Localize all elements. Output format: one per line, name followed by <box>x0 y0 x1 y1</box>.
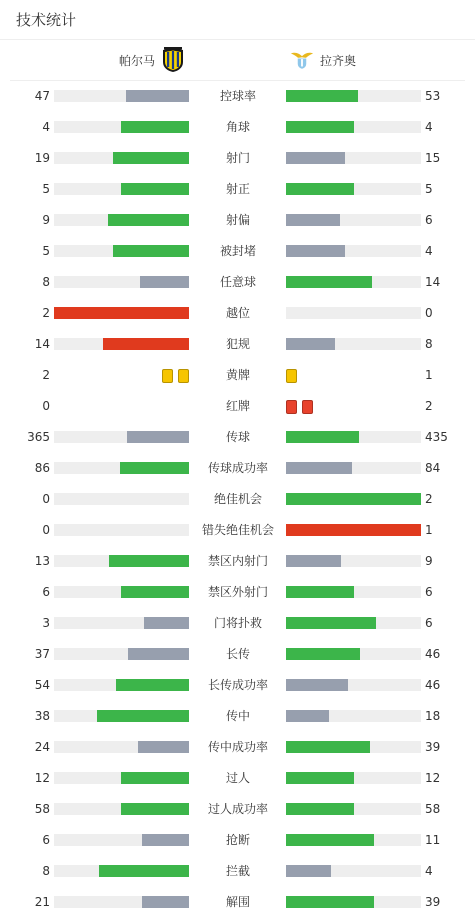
away-bar-track <box>286 710 421 722</box>
red-card-icon <box>286 400 297 414</box>
away-bar-track <box>286 121 421 133</box>
home-bar-track <box>54 772 189 784</box>
away-bar-track <box>286 772 421 784</box>
away-bar-fill <box>286 741 370 753</box>
home-bar-fill <box>138 741 189 753</box>
away-value: 39 <box>425 740 441 754</box>
away-bar-fill <box>286 555 341 567</box>
stat-label: 抢断 <box>225 833 250 847</box>
home-team[interactable] <box>119 47 185 73</box>
away-bar-track <box>286 276 421 288</box>
stat-label: 门将扑救 <box>213 616 262 630</box>
home-bar-track <box>54 276 189 288</box>
away-value: 0 <box>425 306 433 320</box>
stats-table <box>0 81 475 918</box>
stat-row <box>0 174 475 205</box>
home-value: 86 <box>34 461 50 475</box>
home-value: 5 <box>42 244 50 258</box>
away-bar-fill <box>286 214 340 226</box>
stat-label: 犯规 <box>225 337 250 351</box>
away-bar-fill <box>286 245 345 257</box>
away-value: 46 <box>425 678 441 692</box>
home-bar-fill <box>121 586 189 598</box>
home-bar-fill <box>116 679 189 691</box>
home-bar-track <box>54 462 189 474</box>
away-bar-track <box>286 338 421 350</box>
away-bar-track <box>286 214 421 226</box>
home-bar-fill <box>108 214 189 226</box>
stat-row <box>0 453 475 484</box>
parma-crest-icon <box>161 47 185 73</box>
home-bar-track <box>54 183 189 195</box>
stat-label: 禁区内射门 <box>207 554 268 568</box>
stat-row <box>0 577 475 608</box>
home-bar-track <box>54 90 189 102</box>
stat-label: 黄牌 <box>225 368 250 382</box>
home-bar-track <box>54 214 189 226</box>
home-bar-track <box>54 493 189 505</box>
away-bar-fill <box>286 431 359 443</box>
home-value: 2 <box>42 306 50 320</box>
away-bar-track <box>286 679 421 691</box>
home-bar-fill <box>121 183 189 195</box>
stat-label: 解围 <box>225 895 250 909</box>
home-value: 6 <box>42 833 50 847</box>
away-bar-track <box>286 555 421 567</box>
stat-row <box>0 763 475 794</box>
home-bar-fill <box>128 648 189 660</box>
stat-label: 过人 <box>225 771 250 785</box>
home-value: 54 <box>34 678 50 692</box>
home-value: 0 <box>42 492 50 506</box>
home-bar-track <box>54 896 189 908</box>
stat-label: 禁区外射门 <box>207 585 268 599</box>
away-value: 6 <box>425 585 433 599</box>
home-value: 58 <box>34 802 50 816</box>
stat-row <box>0 794 475 825</box>
away-value: 18 <box>425 709 441 723</box>
home-value: 5 <box>42 182 50 196</box>
away-bar-track <box>286 245 421 257</box>
away-bar-fill <box>286 679 348 691</box>
away-bar-fill <box>286 524 421 536</box>
stat-label: 传中成功率 <box>207 740 268 754</box>
home-value: 13 <box>34 554 50 568</box>
stat-label: 长传 <box>225 647 250 661</box>
stat-row <box>0 732 475 763</box>
home-bar-fill <box>54 307 189 319</box>
home-bar-fill <box>113 152 189 164</box>
away-bar-track <box>286 462 421 474</box>
stats-header <box>0 0 475 40</box>
home-value: 38 <box>34 709 50 723</box>
stat-label: 错失绝佳机会 <box>201 523 274 537</box>
away-cards <box>286 369 297 383</box>
home-bar-track <box>54 586 189 598</box>
away-value: 1 <box>425 368 433 382</box>
away-value: 46 <box>425 647 441 661</box>
home-bar-fill <box>103 338 189 350</box>
home-bar-fill <box>127 431 189 443</box>
yellow-card-icon <box>162 369 173 383</box>
home-value: 2 <box>42 368 50 382</box>
home-bar-track <box>54 741 189 753</box>
stat-row <box>0 515 475 546</box>
home-bar-track <box>54 710 189 722</box>
away-bar-track <box>286 524 421 536</box>
away-value: 4 <box>425 864 433 878</box>
stat-row <box>0 360 475 391</box>
away-team[interactable] <box>290 47 356 73</box>
away-bar-fill <box>286 152 345 164</box>
away-value: 5 <box>425 182 433 196</box>
away-value: 12 <box>425 771 441 785</box>
home-value: 21 <box>34 895 50 909</box>
stat-row <box>0 639 475 670</box>
home-value: 365 <box>27 430 50 444</box>
home-bar-fill <box>113 245 189 257</box>
stat-label: 拦截 <box>225 864 250 878</box>
away-value: 8 <box>425 337 433 351</box>
away-value: 53 <box>425 89 441 103</box>
stat-row <box>0 825 475 856</box>
away-bar-track <box>286 648 421 660</box>
home-value: 8 <box>42 864 50 878</box>
home-value: 6 <box>42 585 50 599</box>
home-cards <box>162 369 189 383</box>
away-bar-track <box>286 865 421 877</box>
stat-label: 传球成功率 <box>207 461 268 475</box>
stat-row <box>0 143 475 174</box>
away-bar-fill <box>286 772 354 784</box>
away-value: 435 <box>425 430 448 444</box>
stat-row <box>0 856 475 887</box>
away-value: 11 <box>425 833 441 847</box>
home-bar-fill <box>120 462 189 474</box>
home-value: 12 <box>34 771 50 785</box>
stat-label: 越位 <box>225 306 250 320</box>
away-bar-track <box>286 834 421 846</box>
home-bar-fill <box>121 121 189 133</box>
away-bar-fill <box>286 493 421 505</box>
away-bar-track <box>286 307 421 319</box>
home-value: 47 <box>34 89 50 103</box>
home-value: 14 <box>34 337 50 351</box>
home-value: 0 <box>42 399 50 413</box>
home-bar-track <box>54 307 189 319</box>
home-bar-fill <box>140 276 189 288</box>
away-value: 84 <box>425 461 441 475</box>
away-bar-fill <box>286 803 354 815</box>
home-bar-track <box>54 152 189 164</box>
away-bar-track <box>286 90 421 102</box>
away-bar-fill <box>286 648 360 660</box>
away-bar-fill <box>286 617 376 629</box>
away-bar-fill <box>286 121 354 133</box>
home-value: 0 <box>42 523 50 537</box>
home-value: 4 <box>42 120 50 134</box>
stat-label: 传球 <box>225 430 250 444</box>
away-bar-fill <box>286 896 374 908</box>
away-bar-track <box>286 493 421 505</box>
stat-label: 射门 <box>225 151 250 165</box>
home-bar-fill <box>99 865 189 877</box>
stat-label: 绝佳机会 <box>213 492 262 506</box>
home-bar-track <box>54 121 189 133</box>
stat-label: 长传成功率 <box>207 678 268 692</box>
away-bar-track <box>286 431 421 443</box>
stat-row <box>0 484 475 515</box>
away-bar-track <box>286 803 421 815</box>
stat-label: 传中 <box>225 709 250 723</box>
stat-row <box>0 546 475 577</box>
stat-row <box>0 701 475 732</box>
stat-row <box>0 670 475 701</box>
home-bar-fill <box>121 803 189 815</box>
team-header-row <box>10 40 465 81</box>
away-value: 2 <box>425 492 433 506</box>
home-bar-track <box>54 803 189 815</box>
red-card-icon <box>302 400 313 414</box>
home-team-name: 帕尔马 <box>118 53 155 68</box>
stat-label: 被封堵 <box>219 244 256 258</box>
stat-row <box>0 329 475 360</box>
stat-row <box>0 112 475 143</box>
stat-label: 角球 <box>225 120 250 134</box>
away-bar-fill <box>286 710 329 722</box>
yellow-card-icon <box>178 369 189 383</box>
away-bar-track <box>286 896 421 908</box>
stat-row <box>0 236 475 267</box>
away-bar-track <box>286 183 421 195</box>
home-bar-track <box>54 865 189 877</box>
home-bar-fill <box>97 710 189 722</box>
away-bar-fill <box>286 865 331 877</box>
home-bar-track <box>54 834 189 846</box>
away-bar-track <box>286 152 421 164</box>
page-title: 技术统计 <box>16 11 77 29</box>
away-team-name: 拉齐奥 <box>320 53 357 68</box>
stat-row <box>0 391 475 422</box>
stat-row <box>0 422 475 453</box>
home-value: 37 <box>34 647 50 661</box>
away-value: 58 <box>425 802 441 816</box>
stat-label: 射正 <box>225 182 250 196</box>
away-value: 14 <box>425 275 441 289</box>
home-value: 19 <box>34 151 50 165</box>
home-bar-track <box>54 524 189 536</box>
away-value: 4 <box>425 244 433 258</box>
away-value: 1 <box>425 523 433 537</box>
away-value: 6 <box>425 616 433 630</box>
home-bar-track <box>54 648 189 660</box>
stat-label: 任意球 <box>219 275 256 289</box>
away-bar-track <box>286 617 421 629</box>
away-bar-fill <box>286 90 358 102</box>
home-bar-track <box>54 555 189 567</box>
away-bar-fill <box>286 586 354 598</box>
away-bar-track <box>286 741 421 753</box>
away-bar-track <box>286 586 421 598</box>
away-value: 9 <box>425 554 433 568</box>
stat-label: 红牌 <box>225 399 250 413</box>
away-value: 15 <box>425 151 441 165</box>
stat-label: 控球率 <box>219 89 256 103</box>
home-bar-track <box>54 617 189 629</box>
stat-row <box>0 298 475 329</box>
away-bar-fill <box>286 276 372 288</box>
stat-label: 过人成功率 <box>207 802 268 816</box>
away-value: 6 <box>425 213 433 227</box>
away-bar-fill <box>286 462 352 474</box>
away-bar-fill <box>286 183 354 195</box>
home-bar-fill <box>109 555 189 567</box>
home-value: 8 <box>42 275 50 289</box>
stat-row <box>0 887 475 918</box>
away-bar-fill <box>286 338 335 350</box>
lazio-eagle-icon <box>290 47 314 73</box>
home-value: 9 <box>42 213 50 227</box>
home-value: 24 <box>34 740 50 754</box>
home-value: 3 <box>42 616 50 630</box>
home-bar-track <box>54 679 189 691</box>
home-bar-fill <box>142 896 189 908</box>
stat-row <box>0 81 475 112</box>
away-cards <box>286 400 313 414</box>
home-bar-fill <box>126 90 189 102</box>
away-value: 4 <box>425 120 433 134</box>
away-bar-fill <box>286 834 374 846</box>
home-bar-track <box>54 245 189 257</box>
home-bar-track <box>54 431 189 443</box>
yellow-card-icon <box>286 369 297 383</box>
stat-row <box>0 267 475 298</box>
home-bar-track <box>54 338 189 350</box>
stat-label: 射偏 <box>225 213 250 227</box>
home-bar-fill <box>144 617 189 629</box>
home-bar-fill <box>121 772 189 784</box>
away-value: 39 <box>425 895 441 909</box>
stat-row <box>0 205 475 236</box>
home-bar-fill <box>142 834 189 846</box>
stat-row <box>0 608 475 639</box>
away-value: 2 <box>425 399 433 413</box>
